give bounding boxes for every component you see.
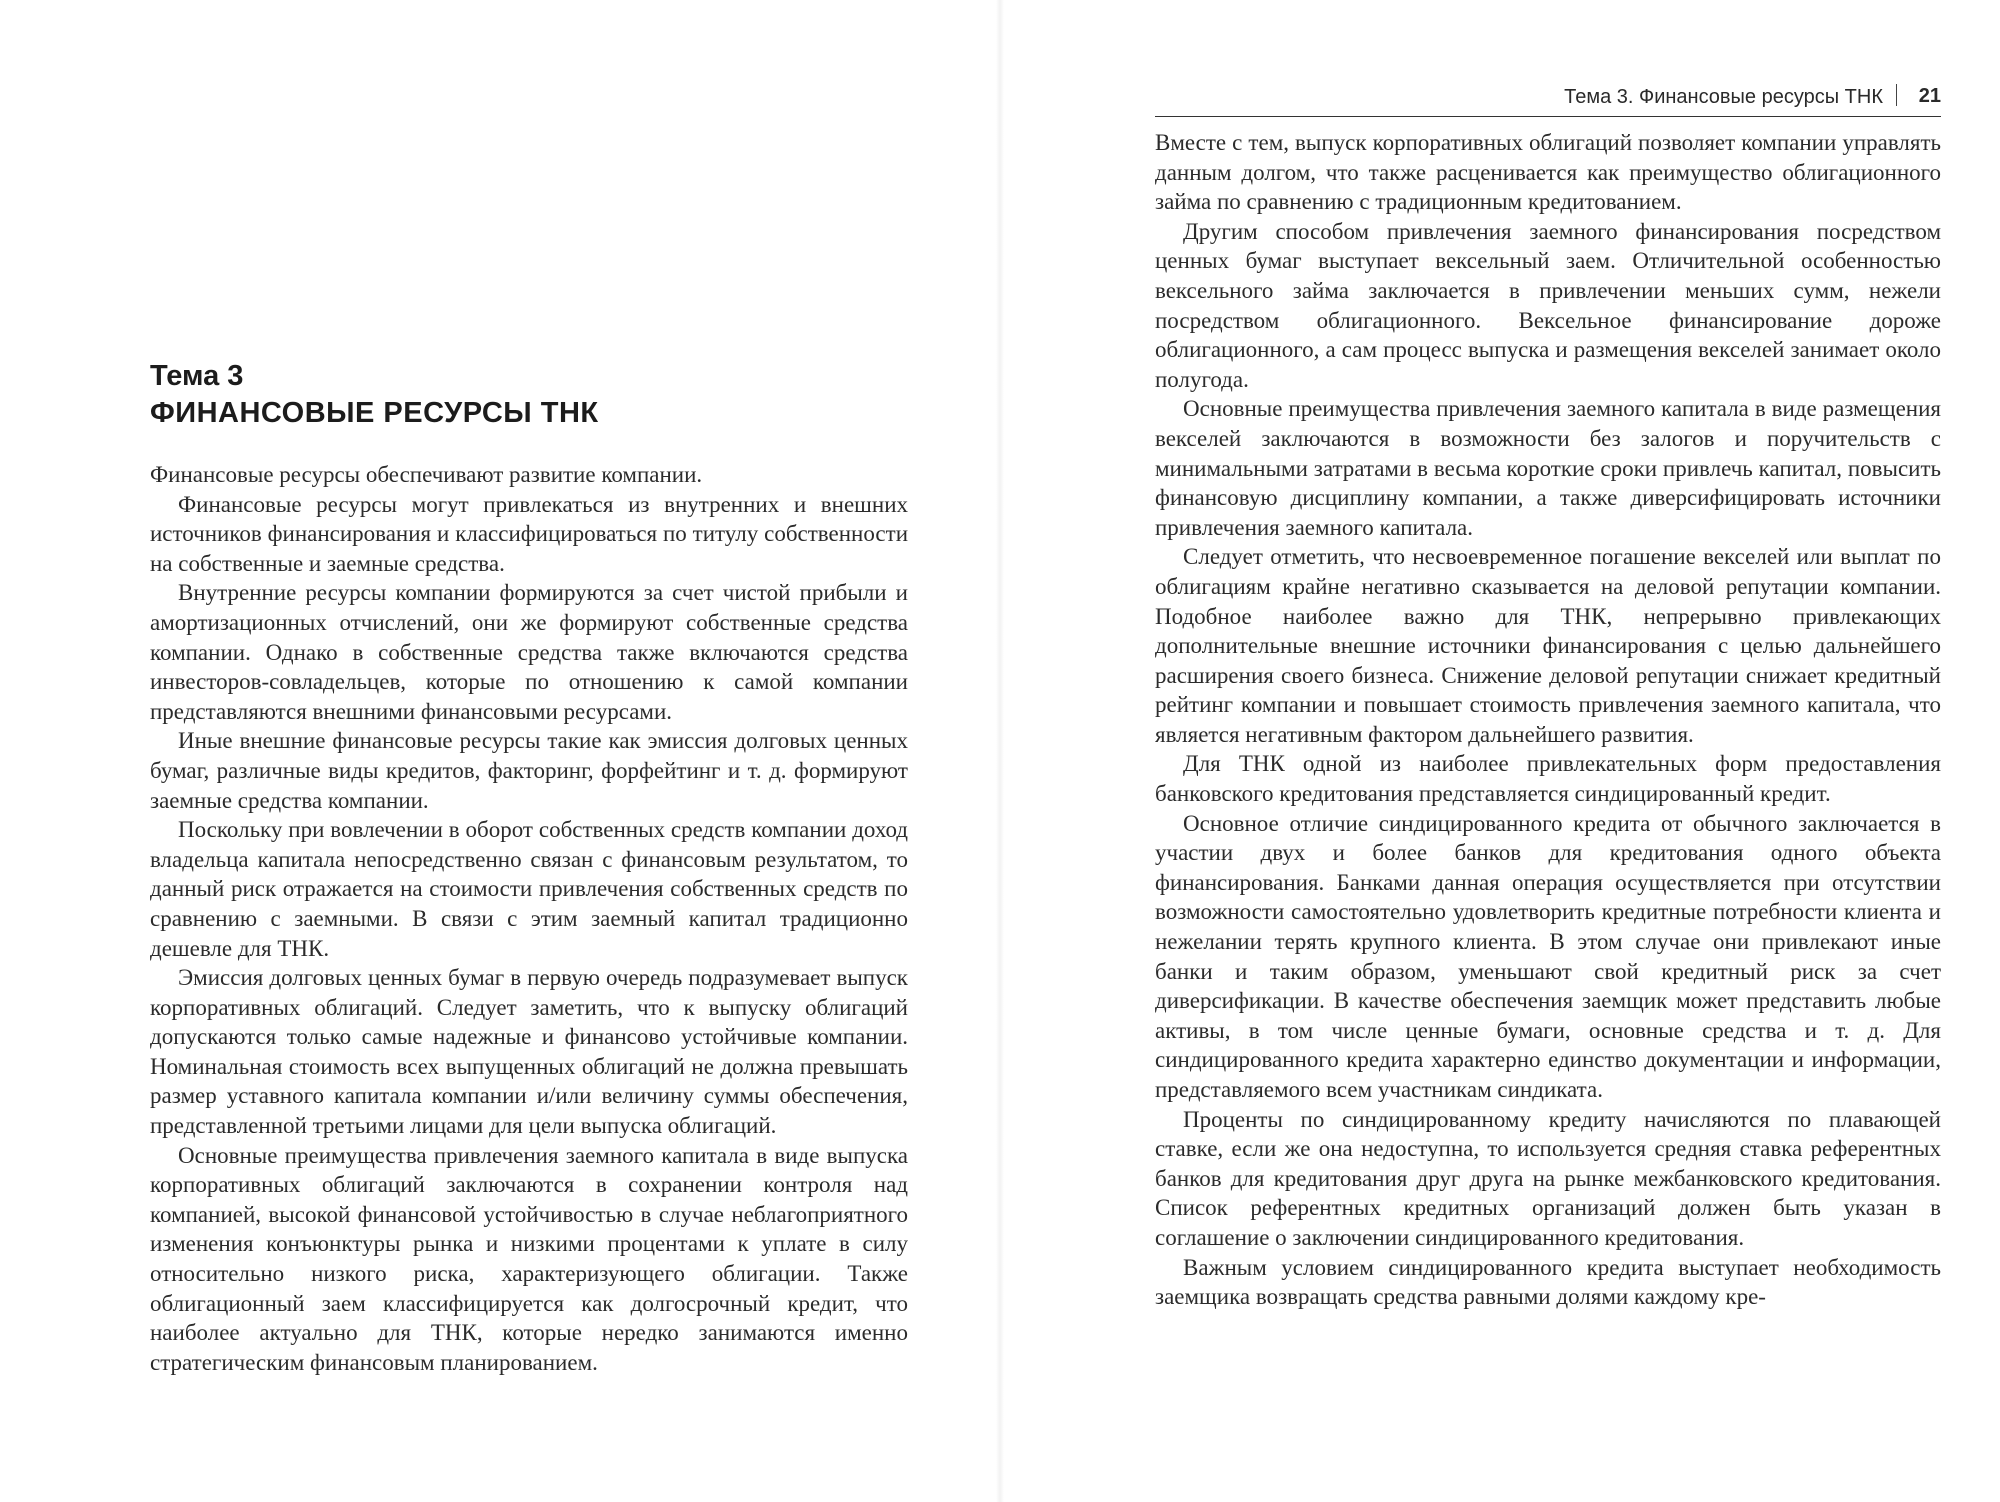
paragraph: Финансовые ресурсы обеспечивают развитие компании. [150,462,703,487]
paragraph: Основное отличие синдицированного кредита от обычного заключается в участии двух и более банков для кредитования одного объекта финансирования. Банками данная операция осуществляется при отсутствии возможности самостоятельно удовлетворить кредитные потребности клиента и нежелании терять крупного клиента. В этом случае они привлекают иные банки и таким образом, уменьшают свой кредитный риск за счет диверсификации. В качестве обеспечения заемщик может представить любые активы, в том числе ценные бумаги, основные средства и т. д. Для синдицированного кредита характерно единство документации и информации, представляемого всем участникам синдиката. [1155,810,1941,1102]
chapter-heading [150,358,910,432]
left-page-body [150,460,908,1377]
paragraph: Основные преимущества привлечения заемного капитала в виде размещения векселей заключаются в возможности без залогов и поручительств с минимальными затратами в весьма короткие сроки привлечь капитал, повысить финансовую дисциплину компании, а также диверсифицировать источники привлечения заемного капитала. [1155,396,1941,540]
chapter-title: ФИНАНСОВЫЕ РЕСУРСЫ ТНК [150,397,599,429]
paragraph: Для ТНК одной из наиболее привлекательных форм предоставления банковского кредитования представляется синдицированный кредит. [1155,751,1941,807]
paragraph: Важным условием синдицированного кредита выступает необходимость заемщика возвращать средства равными долями каждому кре- [1155,1254,1941,1310]
running-head-title: Тема 3. Финансовые ресурсы ТНК [1564,86,1883,108]
right-page-body [1155,128,1941,1312]
running-head [1155,80,1941,117]
paragraph: Вместе с тем, выпуск корпоративных облигаций позволяет компании управлять данным долгом, что также расценивается как преимущество облигационного займа по сравнению с традиционным кредитованием. [1155,130,1941,215]
paragraph: Другим способом привлечения заемного финансирования посредством ценных бумаг выступает вексельный заем. Отличительной особенностью вексельного займа заключается в привлечении меньших сумм, нежели посредством облигационного. Вексельное финансирование дороже облигационного, а сам процесс выпуска и размещения векселей занимает около полугода. [1155,218,1941,392]
paragraph: Эмиссия долговых ценных бумаг в первую очередь подразумевает выпуск корпоративных облигаций. Следует заметить, что к выпуску облигаций допускаются только самые надежные и финансово устойчивые компании. Номинальная стоимость всех выпущенных облигаций не должна превышать размер уставного капитала компании и/или величину суммы обеспечения, представленной третьими лицами для цели выпуска облигаций. [150,965,908,1139]
page-number: 21 [1918,85,1941,107]
paragraph: Иные внешние финансовые ресурсы такие как эмиссия долговых ценных бумаг, различные виды кредитов, факторинг, форфейтинг и т. д. формируют заемные средства компании. [150,728,908,813]
paragraph: Поскольку при вовлечении в оборот собственных средств компании доход владельца капитала непосредственно связан с финансовым результатом, то данный риск отражается на стоимости привлечения собственных средств по сравнению с заемными. В связи с этим заемный капитал традиционно дешевле для ТНК. [150,817,908,961]
chapter-number: Тема 3 [150,360,244,392]
paragraph: Внутренние ресурсы компании формируются за счет чистой прибыли и амортизационных отчислений, они же формируют собственные средства компании. Однако в собственные средства также включаются средства инвесторов-совладельцев, которые по отношению к самой компании представляются внешними финансовыми ресурсами. [150,580,908,724]
paragraph: Основные преимущества привлечения заемного капитала в виде выпуска корпоративных облигаций заключаются в сохранении контроля над компанией, высокой финансовой устойчивостью в случае неблагоприятного изменения конъюнктуры рынка и низкими процентами к уплате в силу относительно низкого риска, характеризующего облигации. Также облигационный заем классифицируется как долгосрочный кредит, что наиболее актуально для ТНК, которые нередко занимаются именно стратегическим финансовым планированием. [150,1142,908,1375]
right-page [1000,0,2000,1502]
running-head-separator [1896,84,1898,106]
paragraph: Финансовые ресурсы могут привлекаться из внутренних и внешних источников финансирования и классифицироваться по титулу собственности на собственные и заемные средства. [150,491,908,576]
paragraph: Следует отметить, что несвоевременное погашение векселей или выплат по облигациям крайне негативно сказывается на деловой репутации компании. Подобное наиболее важно для ТНК, непрерывно привлекающих дополнительные внешние источники финансирования с целью дальнейшего расширения своего бизнеса. Снижение деловой репутации снижает кредитный рейтинг компании и повышает стоимость привлечения заемного капитала, что является негативным фактором дальнейшего развития. [1155,544,1941,747]
paragraph: Проценты по синдицированному кредиту начисляются по плавающей ставке, если же она недоступна, то используется средняя ставка референтных банков для кредитования друг друга на рынке межбанковского кредитования. Список референтных кредитных организаций должен быть указан в соглашение о заключении синдицированного кредитования. [1155,1106,1941,1250]
